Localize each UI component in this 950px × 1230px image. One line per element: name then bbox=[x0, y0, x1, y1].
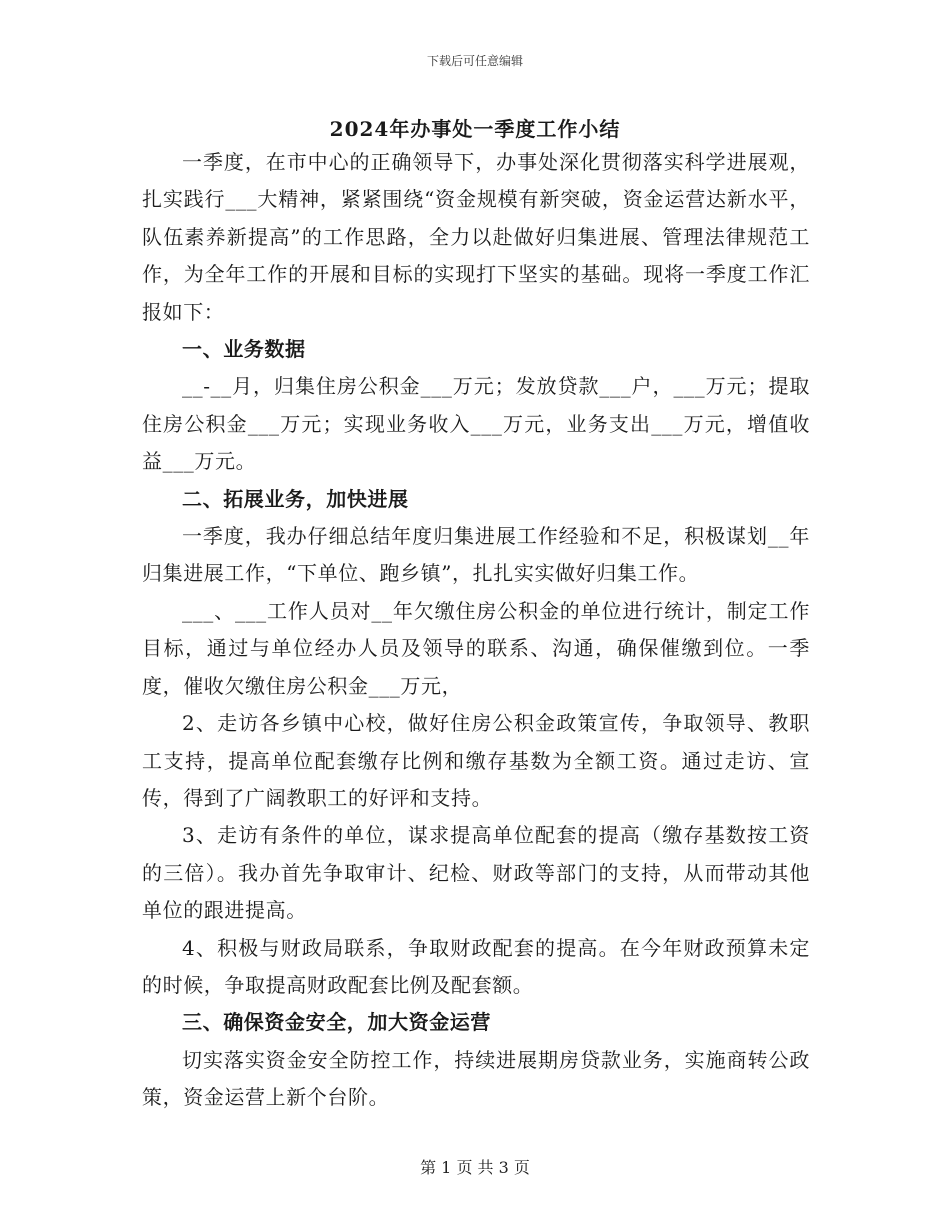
section-heading-fund-safety: 三、确保资金安全，加大资金运营 bbox=[182, 1010, 491, 1035]
document-title: 2024年办事处一季度工作小结 bbox=[329, 117, 621, 141]
paragraph: 3、走访有条件的单位，谋求提高单位配套的提高（缴存基数按工资的三倍）。我办首先争取审计、纪检、财政等部门的支持，从而带动其他单位的跟进提高。 bbox=[142, 823, 810, 923]
paragraph: __-__月，归集住房公积金___万元；发放贷款___户，___万元；提取住房公积金___万元；实现业务收入___万元，业务支出___万元，增值收益___万元。 bbox=[142, 374, 810, 474]
paragraph: 4、积极与财政局联系，争取财政配套的提高。在今年财政预算未定的时候，争取提高财政配套比例及配套额。 bbox=[142, 935, 810, 997]
paragraph: 2、走访各乡镇中心校，做好住房公积金政策宣传，争取领导、教职工支持，提高单位配套缴存比例和缴存基数为全额工资。通过走访、宣传，得到了广阔教职工的好评和支持。 bbox=[142, 711, 810, 810]
paragraph: ___、___工作人员对__年欠缴住房公积金的单位进行统计，制定工作目标，通过与单位经办人员及领导的联系、沟通，确保催缴到位。一季度，催收欠缴住房公积金___万元， bbox=[142, 598, 810, 698]
page-number: 第 1 页 共 3 页 bbox=[420, 1158, 530, 1177]
header-note: 下载后可任意编辑 bbox=[426, 54, 523, 68]
section-heading-business-data: 一、业务数据 bbox=[182, 337, 306, 362]
paragraph: 一季度，我办仔细总结年度归集进展工作经验和不足，积极谋划__年归集进展工作，“下单位、跑乡镇”，扎扎实实做好归集工作。 bbox=[142, 524, 810, 586]
intro-paragraph: 一季度，在市中心的正确领导下，办事处深化贯彻落实科学进展观，扎实践行___大精神，紧紧围绕“资金规模有新突破，资金运营达新水平，队伍素养新提高”的工作思路，全力以赴做好归集进展、管理法律规范工作，为全年工作的开展和目标的实现打下坚实的基础。现将一季度工作汇报如下： bbox=[142, 150, 810, 324]
document-body bbox=[142, 144, 810, 1117]
paragraph: 切实落实资金安全防控工作，持续进展期房贷款业务，实施商转公政策，资金运营上新个台阶。 bbox=[142, 1047, 810, 1110]
section-heading-expand-business: 二、拓展业务，加快进展 bbox=[182, 486, 409, 511]
